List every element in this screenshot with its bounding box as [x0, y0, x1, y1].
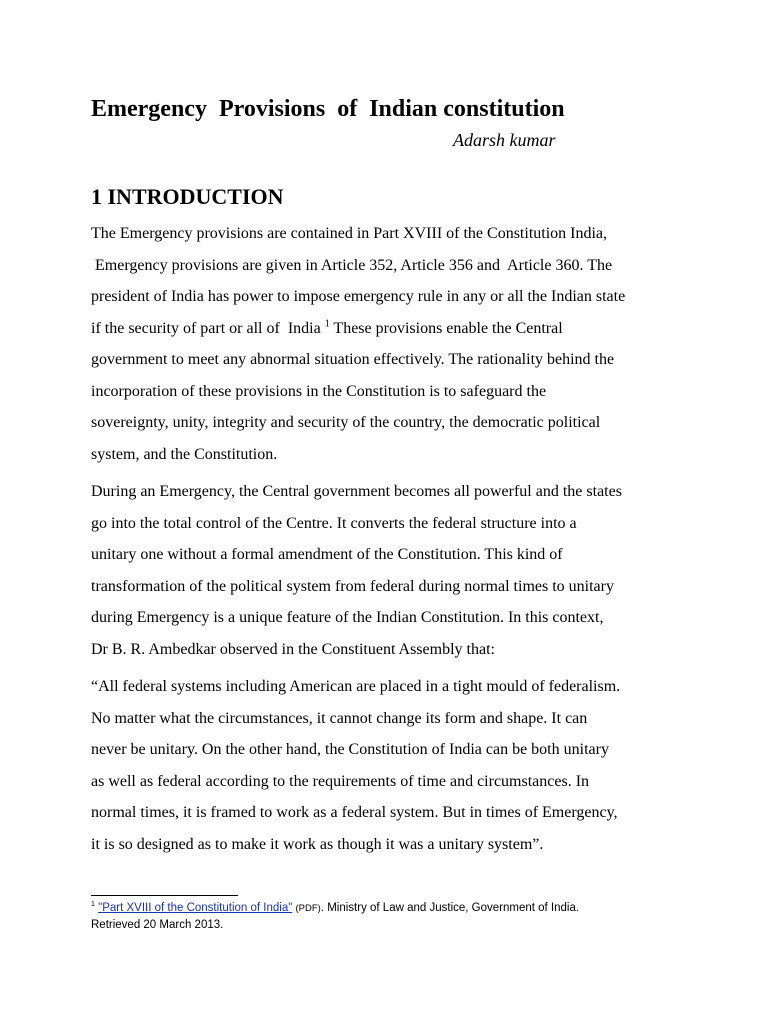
paragraph-1 — [91, 218, 625, 470]
paragraph-line: During an Emergency, the Central government becomes all powerful and the states — [91, 483, 622, 500]
paragraph-line: Emergency provisions are given in Article 352, Article 356 and Article 360. The — [91, 256, 613, 274]
document-title: Emergency Provisions of Indian constitution — [91, 96, 565, 122]
paragraph-line: go into the total control of the Centre. It converts the federal structure into a — [91, 514, 577, 532]
paragraph-line: never be unitary. On the other hand, the Constitution of India can be both unitary — [91, 741, 609, 758]
paragraph-line: as well as federal according to the requirements of time and circumstances. In — [91, 772, 590, 790]
footnote-separator — [91, 895, 238, 896]
paragraph-line: Dr B. R. Ambedkar observed in the Constituent Assembly that: — [91, 640, 495, 658]
paragraph-line: unitary one without a formal amendment of the Constitution. This kind of — [91, 546, 563, 563]
footnote-retrieved: Retrieved 20 March 2013. — [91, 919, 224, 931]
footnote-line-1 — [91, 900, 579, 917]
paragraph-line-start: if the security of part or all of India — [91, 319, 325, 337]
paragraph-line: system, and the Constitution. — [91, 445, 278, 463]
paragraph-line: transformation of the political system from federal during normal times to unitary — [91, 577, 614, 595]
paragraph-line: The Emergency provisions are contained in Part XVIII of the Constitution India, — [91, 225, 608, 242]
paragraph-line-with-footnote — [91, 313, 625, 345]
footnote-link[interactable]: "Part XVIII of the Constitution of India" — [98, 902, 293, 914]
footnote-source: . Ministry of Law and Justice, Government of India. — [320, 902, 580, 914]
paragraph-line: “All federal systems including American are placed in a tight mould of federalism. — [91, 678, 621, 695]
footnote-reference[interactable]: 1 — [324, 318, 330, 330]
paragraph-line: government to meet any abnormal situation effectively. The rationality behind the — [91, 351, 615, 368]
footnote-marker: 1 — [91, 901, 95, 909]
paragraph-line: normal times, it is framed to work as a federal system. But in times of Emergency, — [91, 804, 618, 821]
paragraph-line: incorporation of these provisions in the Constitution is to safeguard the — [91, 382, 547, 400]
paragraph-2 — [91, 476, 622, 665]
section-heading-introduction: 1 INTRODUCTION — [91, 184, 284, 209]
paragraph-line: sovereignty, unity, integrity and security of the country, the democratic political — [91, 414, 601, 431]
paragraph-line: during Emergency is a unique feature of the Indian Constitution. In this context, — [91, 609, 604, 626]
paragraph-line: No matter what the circumstances, it cannot change its form and shape. It can — [91, 709, 588, 727]
paragraph-line-end: These provisions enable the Central — [329, 319, 563, 337]
footnote-pdf-label: (PDF) — [295, 903, 321, 914]
paragraph-line: president of India has power to impose emergency rule in any or all the Indian state — [91, 288, 626, 305]
paragraph-line: it is so designed as to make it work as though it was a unitary system”. — [91, 835, 544, 853]
footnote — [91, 900, 579, 933]
paragraph-3-quote — [91, 671, 620, 860]
author-name: Adarsh kumar — [453, 130, 556, 150]
